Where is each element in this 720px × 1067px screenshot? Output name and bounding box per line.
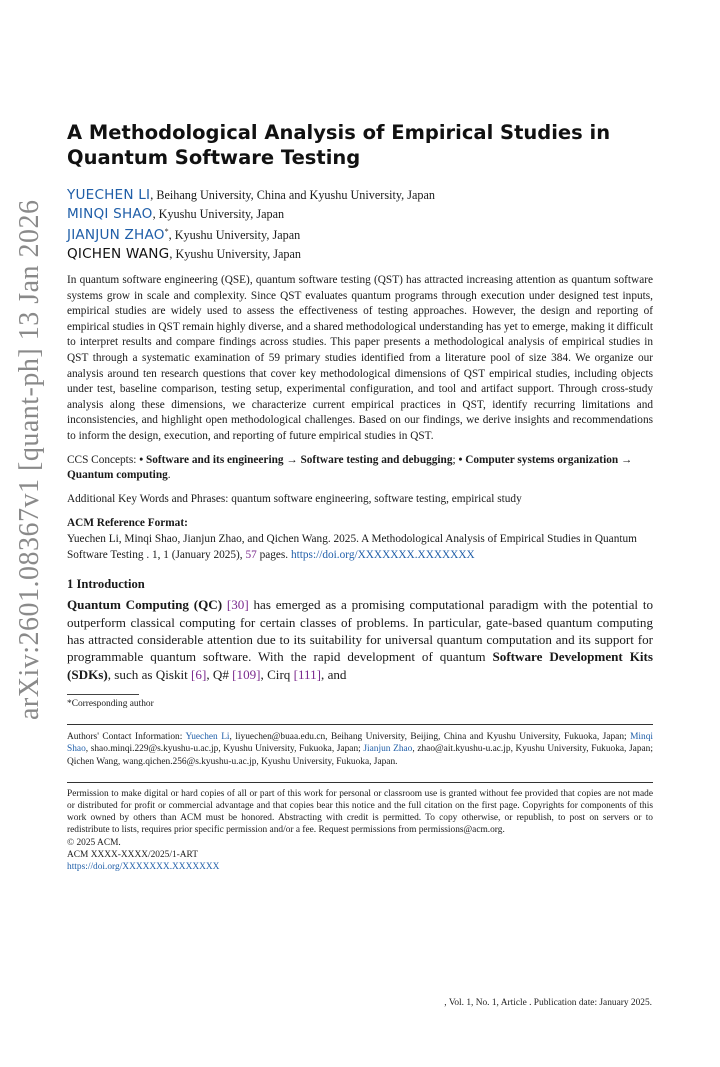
- footer-doi-link[interactable]: https://doi.org/XXXXXXX.XXXXXXX: [67, 862, 220, 873]
- ccs-concept-2: • Computer systems organization → Quantum computing: [67, 453, 633, 482]
- permission-block: [67, 782, 653, 873]
- author-name: QICHEN WANG: [67, 245, 170, 262]
- citation-link[interactable]: [30]: [226, 597, 249, 613]
- contact-text: , liyuechen@buaa.edu.cn, Beihang University, Beijing, China and Kyushu University, Fukuoka, Japan;: [229, 732, 631, 743]
- corresponding-mark: *: [164, 227, 169, 236]
- paper-page: [67, 120, 653, 873]
- ccs-concepts: [67, 453, 653, 484]
- paper-title: A Methodological Analysis of Empirical Studies in Quantum Software Testing: [67, 121, 611, 169]
- contact-information: [67, 724, 653, 768]
- page-count-link[interactable]: 57: [245, 548, 257, 561]
- intro-text: , Q#: [206, 666, 233, 682]
- intro-text: , such as Qiskit: [107, 666, 192, 682]
- ccs-concept-1: • Software and its engineering → Software testing and debugging: [139, 453, 453, 466]
- author-affiliation: , Beihang University, China and Kyushu University, Japan: [150, 188, 435, 202]
- citation-link[interactable]: [109]: [232, 666, 261, 682]
- author-affiliation: , Kyushu University, Japan: [169, 246, 301, 261]
- author-line: [67, 223, 653, 245]
- author-line: [67, 245, 653, 264]
- intro-text: , and: [321, 666, 347, 682]
- contact-text: Authors' Contact Information:: [67, 732, 186, 743]
- author-affiliation: , Kyushu University, Japan: [152, 206, 285, 221]
- author-link[interactable]: Jianjun Zhao: [363, 744, 413, 755]
- term-sdks: Software Development Kits (SDKs): [67, 649, 653, 682]
- author-link[interactable]: Minqi Shao: [67, 732, 654, 755]
- author-name[interactable]: JIANJUN ZHAO: [67, 227, 165, 244]
- acm-reference: [67, 532, 653, 563]
- author-list: [67, 186, 653, 263]
- acm-reference-text: Yuechen Li, Minqi Shao, Jianjun Zhao, and Qichen Wang. 2025. A Methodological Analysis of Empirical Studies in Quantum Software Testing . 1, 1 (January 2025),: [67, 532, 637, 561]
- abstract: In quantum software engineering (QSE), quantum software testing (QST) has attracted increasing attention as quantum software systems grow in scale and complexity. Since QST evaluates quantum programs through execution under designed test inputs, empirical studies are widely used to assess the effectiveness of testing approaches. However, the design and reporting of empirical studies in QST remain highly diverse, and a shared methodological understanding has yet to emerge, making it difficult to interpret results and compare findings across studies. This paper presents a methodological analysis of empirical studies in QST through a systematic examination of 59 primary studies identified from a literature pool of size 384. We organize our analysis around ten research questions that cover key methodological dimensions of QST empirical studies, including objects under test, baseline comparison, testing setup, experimental configuration, and tool and artifact support. Through cross-study analysis along these dimensions, we characterize current empirical practices in QST, identify recurring limitations and inconsistencies, and highlight open methodological challenges. Based on our findings, we derive insights and recommendations to inform the design, execution, and reporting of future empirical studies in QST.: [67, 274, 653, 442]
- ccs-separator: ;: [452, 453, 459, 466]
- author-name[interactable]: MINQI SHAO: [67, 205, 153, 222]
- acm-reference-heading: ACM Reference Format:: [67, 517, 188, 530]
- ccs-end: .: [167, 469, 171, 482]
- author-name[interactable]: YUECHEN LI: [67, 187, 151, 203]
- footnote-rule: [67, 694, 139, 695]
- author-affiliation: , Kyushu University, Japan: [168, 228, 301, 243]
- intro-text: , Cirq: [260, 666, 294, 682]
- copyright-line: © 2025 ACM.: [67, 837, 121, 848]
- ccs-label: CCS Concepts:: [67, 453, 140, 466]
- author-line: [67, 186, 653, 205]
- author-line: [67, 205, 653, 224]
- introduction-paragraph: [67, 596, 653, 683]
- arxiv-sidebar-id: arXiv:2601.08367v1 [quant-ph] 13 Jan 2026: [14, 199, 45, 720]
- contact-text: , shao.minqi.229@s.kyushu-u.ac.jp, Kyushu University, Fukuoka, Japan;: [85, 744, 364, 755]
- citation-link[interactable]: [111]: [293, 666, 322, 682]
- running-footer: , Vol. 1, No. 1, Article . Publication date: January 2025.: [444, 998, 652, 1008]
- pages-word: pages.: [256, 548, 291, 561]
- keywords: Additional Key Words and Phrases: quantum software engineering, software testing, empirical study: [67, 492, 522, 505]
- permission-notice: Permission to make digital or hard copies of all or part of this work for personal or classroom use is granted without fee provided that copies are not made or distributed for profit or commercial advantage and that copies bear this notice and the full citation on the first page. Copyrights for components of this work owned by others than ACM must be honored. Abstracting with credit is permitted. To copy otherwise, or republish, to post on servers or to redistribute to lists, requires prior specific permission and/or a fee. Request permissions from permissions@acm.org.: [67, 788, 653, 836]
- intro-text: has emerged as a promising computational paradigm with the potential to outperform classical computing for certain classes of problems. In particular, gate-based quantum computing has attracted considerable attention due to its suitability for universal quantum computation and its support for programmable quantum software. With the rapid development of quantum: [67, 597, 653, 665]
- contact-text: , zhao@ait.kyushu-u.ac.jp, Kyushu University, Fukuoka, Japan; Qichen Wang, wang.qichen.256@s.kyushu-u.ac.jp, Kyushu University, Fukuoka, Japan.: [67, 744, 653, 767]
- corresponding-author-footnote: *Corresponding author: [67, 699, 154, 710]
- doi-link[interactable]: https://doi.org/XXXXXXX.XXXXXXX: [290, 548, 475, 561]
- term-quantum-computing: Quantum Computing (QC): [67, 597, 223, 613]
- author-link[interactable]: Yuechen Li: [185, 732, 230, 743]
- section-heading-introduction: 1 Introduction: [67, 577, 145, 592]
- acm-number: ACM XXXX-XXXX/2025/1-ART: [67, 849, 198, 860]
- citation-link[interactable]: [6]: [191, 666, 207, 682]
